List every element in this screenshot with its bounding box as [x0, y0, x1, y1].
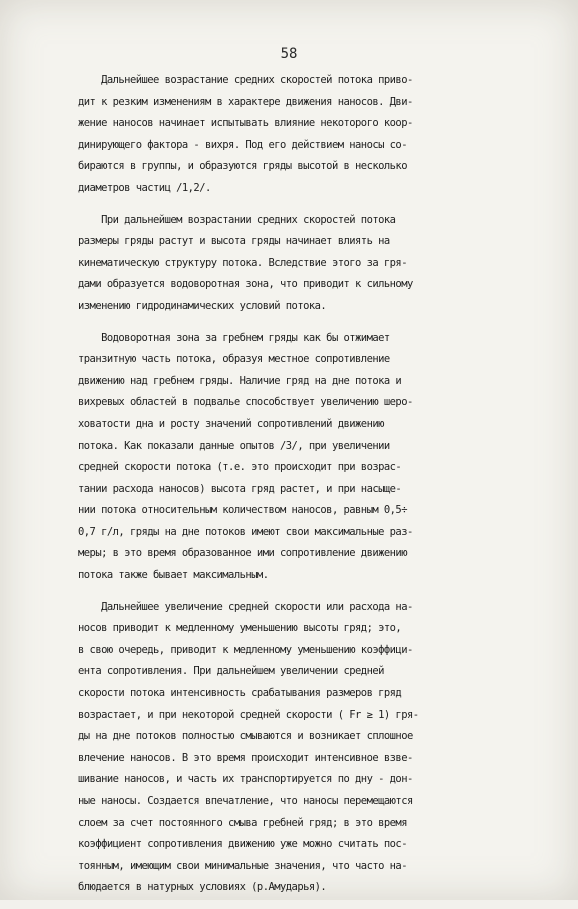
- text-line: нии потока относительным количеством наносов, равным 0,5÷: [78, 504, 407, 517]
- paragraph: [78, 210, 548, 318]
- body-text: [78, 70, 548, 909]
- text-line: скорости потока интенсивность срабатывания размеров гряд: [78, 687, 402, 700]
- text-line: потока. Как показали данные опытов /3/, при увеличении: [78, 439, 390, 452]
- text-line: шивание наносов, и часть их транспортируется по дну - дон-: [78, 773, 413, 786]
- text-line: ховатости дна и росту значений сопротивлений движению: [78, 417, 384, 430]
- text-line: средней скорости потока (т.е. это происходит при возрас-: [78, 461, 402, 474]
- text-line: меры; в это время образованное ими сопротивление движению: [78, 547, 407, 560]
- text-line: тоянным, имеющим свои минимальные значения, что часто на-: [78, 859, 407, 872]
- text-line: кинематическую структуру потока. Вследствие этого за гря-: [78, 256, 407, 269]
- text-line: в свою очередь, приводит к медленному уменьшению коэффици-: [78, 643, 413, 656]
- text-line: ные наносы. Создается впечатление, что наносы перемещаются: [78, 795, 413, 807]
- text-line: динирующего фактора - вихря. Под его действием наносы со-: [78, 138, 407, 151]
- text-line: блюдается в натурных условиях (р.Амударья).: [78, 881, 327, 894]
- page-number: 58: [280, 46, 298, 62]
- text-line: слоем за счет постоянного смыва гребней гряд; в это время: [78, 816, 407, 829]
- text-line: жение наносов начинает испытывать влияние некоторого коор-: [78, 117, 413, 130]
- text-line: возрастает, и при некоторой средней скорости ( Fr ≥ 1) гря-: [78, 708, 419, 721]
- text-line: коэффициент сопротивления движению уже можно считать пос-: [78, 838, 407, 851]
- text-line: 0,7 г/л, гряды на дне потоков имеют свои максимальные раз-: [78, 525, 413, 538]
- text-line: Дальнейшее увеличение средней скорости или расхода на-: [78, 600, 413, 613]
- text-line: дит к резким изменениям в характере движения наносов. Дви-: [78, 95, 413, 108]
- text-line: При дальнейшем возрастании средних скоростей потока: [78, 213, 396, 226]
- text-line: Водоворотная зона за гребнем гряды как бы отжимает: [78, 331, 390, 344]
- text-line: влечение наносов. В это время происходит интенсивное взве-: [78, 751, 413, 764]
- paragraph: [78, 328, 548, 587]
- text-line: диаметров частиц /1,2/.: [78, 181, 211, 194]
- text-line: ента сопротивления. При дальнейшем увеличении средней: [78, 665, 384, 678]
- text-line: ды на дне потоков полностью смываются и возникает сплошное: [78, 730, 413, 743]
- text-line: потока также бывает максимальным.: [78, 569, 269, 582]
- text-line: движению над гребнем гряды. Наличие гряд на дне потока и: [78, 374, 402, 387]
- text-line: Дальнейшее возрастание средних скоростей потока приво-: [78, 74, 413, 86]
- paragraph: [78, 70, 548, 200]
- text-line: транзитную часть потока, образуя местное сопротивление: [78, 353, 390, 366]
- text-line: тании расхода наносов) высота гряд растет, и при насыще-: [78, 482, 402, 495]
- text-line: вихревых областей в подвалье способствует увеличению шеро-: [78, 396, 413, 409]
- text-line: изменению гидродинамических условий потока.: [78, 299, 327, 312]
- text-line: носов приводит к медленному уменьшению высоты гряд; это,: [78, 622, 402, 635]
- text-line: бираются в группы, и образуются гряды высотой в несколько: [78, 160, 407, 173]
- text-line: дами образуется водоворотная зона, что приводит к сильному: [78, 278, 413, 291]
- text-line: размеры гряды растут и высота гряды начинает влиять на: [78, 235, 390, 248]
- paragraph: [78, 597, 548, 899]
